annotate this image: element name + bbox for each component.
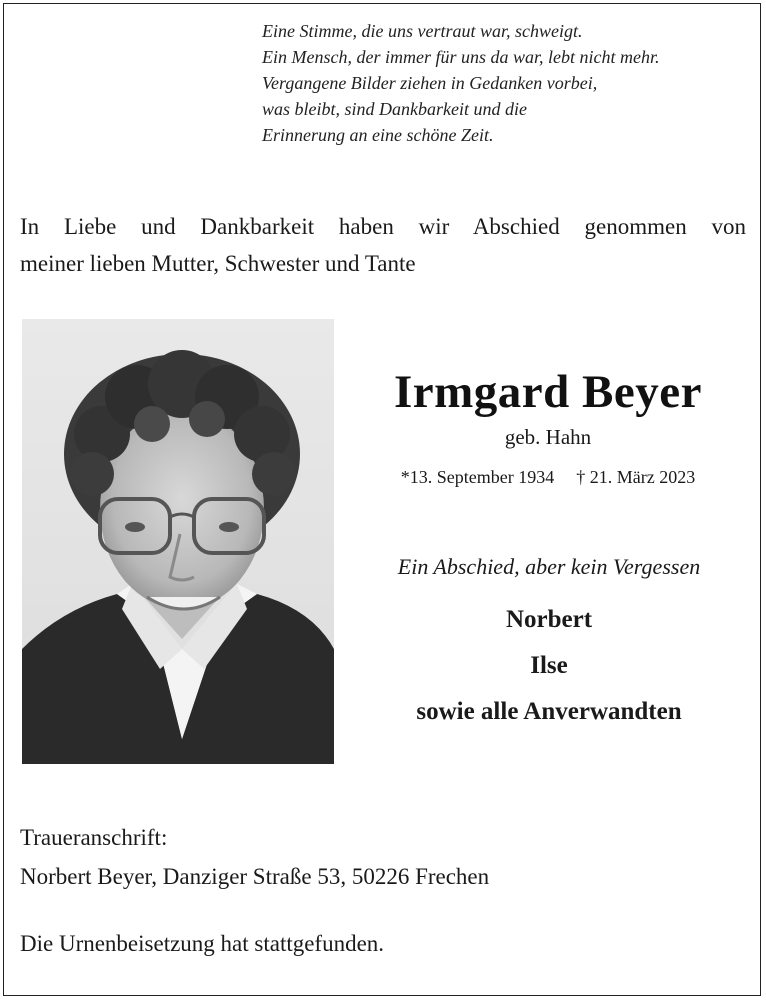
intro-text (20, 208, 746, 282)
portrait-image (22, 319, 334, 764)
poem-line: Vergangene Bilder ziehen in Gedanken vorbei, (262, 73, 598, 93)
birth-date: *13. September 1934 (400, 467, 555, 487)
deceased-info (362, 362, 734, 490)
signatory: Norbert (505, 606, 593, 633)
address-line: Norbert Beyer, Danziger Straße 53, 50226 Frechen (20, 864, 490, 889)
mourning-address (20, 818, 489, 896)
maiden-name: geb. Hahn (504, 425, 592, 449)
poem-line: Eine Stimme, die uns vertraut war, schweigt. (262, 21, 583, 41)
poem-line: Ein Mensch, der immer für uns da war, lebt nicht mehr. (262, 47, 660, 67)
farewell-block (362, 552, 736, 735)
poem-line: Erinnerung an eine schöne Zeit. (262, 125, 494, 145)
poem-line: was bleibt, sind Dankbarkeit und die (262, 99, 527, 119)
farewell-slogan: Ein Abschied, aber kein Vergessen (397, 554, 701, 579)
signatory: Ilse (530, 652, 568, 679)
intro-line: meiner lieben Mutter, Schwester und Tante (20, 251, 416, 276)
deceased-name: Irmgard Beyer (394, 366, 702, 418)
signatory: sowie alle Anverwandten (416, 698, 682, 725)
life-dates (362, 464, 734, 490)
death-date: † 21. März 2023 (576, 467, 696, 487)
intro-line: In Liebe und Dankbarkeit haben wir Abschied genommen von (20, 214, 746, 239)
closing-note: Die Urnenbeisetzung hat stattgefunden. (20, 931, 385, 956)
address-label: Traueranschrift: (20, 825, 168, 850)
portrait-photo (22, 319, 334, 764)
memorial-poem (262, 18, 659, 148)
